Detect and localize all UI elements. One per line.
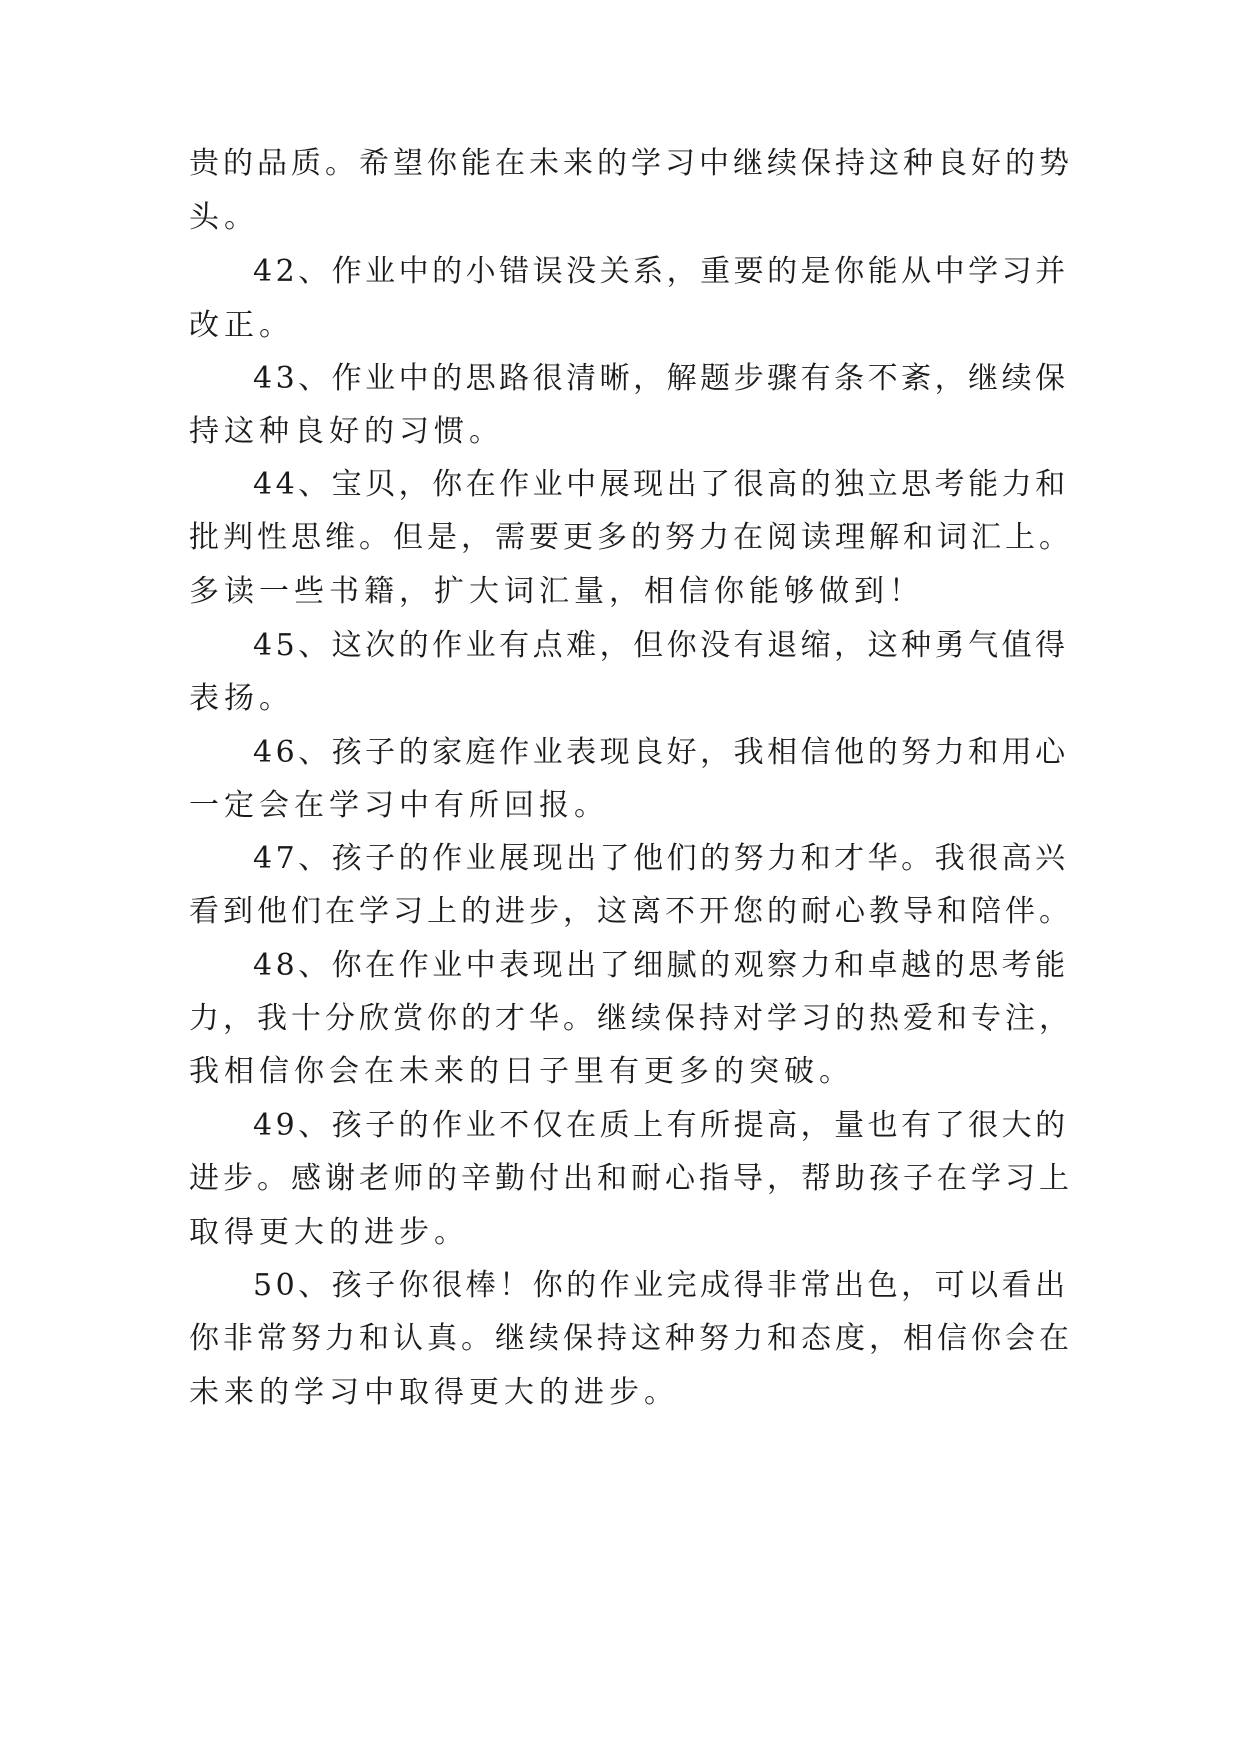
- comment-50-line-2: 你非常努力和认真。继续保持这种努力和态度，相信你会在: [189, 1321, 1073, 1356]
- comment-43-line-2: 持这种良好的习惯。: [189, 414, 504, 449]
- comment-44-line-1: 44、宝贝，你在作业中展现出了很高的独立思考能力和: [253, 467, 1069, 502]
- comment-49-line-2: 进步。感谢老师的辛勤付出和耐心指导，帮助孩子在学习上: [189, 1161, 1073, 1196]
- text-line: 贵的品质。希望你能在未来的学习中继续保持这种良好的势: [189, 146, 1073, 181]
- comment-49-line-3: 取得更大的进步。: [189, 1215, 469, 1250]
- comment-42-line-2: 改正。: [189, 308, 294, 343]
- comment-47-line-2: 看到他们在学习上的进步，这离不开您的耐心教导和陪伴。: [189, 894, 1073, 929]
- comment-48-line-1: 48、你在作业中表现出了细腻的观察力和卓越的思考能: [253, 948, 1069, 983]
- comment-47-line-1: 47、孩子的作业展现出了他们的努力和才华。我很高兴: [253, 841, 1069, 876]
- comment-43-line-1: 43、作业中的思路很清晰，解题步骤有条不紊，继续保: [253, 361, 1069, 396]
- comment-45-line-1: 45、这次的作业有点难，但你没有退缩，这种勇气值得: [253, 628, 1069, 663]
- comment-48-line-2: 力，我十分欣赏你的才华。继续保持对学习的热爱和专注，: [189, 1001, 1073, 1036]
- comment-46-line-2: 一定会在学习中有所回报。: [189, 788, 609, 823]
- comment-44-line-3: 多读一些书籍，扩大词汇量，相信你能够做到！: [189, 574, 924, 609]
- comment-42-line-1: 42、作业中的小错误没关系，重要的是你能从中学习并: [253, 254, 1069, 289]
- text-line: 头。: [189, 200, 259, 235]
- comment-45-line-2: 表扬。: [189, 681, 294, 716]
- comment-50-line-3: 未来的学习中取得更大的进步。: [189, 1375, 679, 1410]
- comment-50-line-1: 50、孩子你很棒！你的作业完成得非常出色，可以看出: [253, 1268, 1069, 1303]
- comment-48-line-3: 我相信你会在未来的日子里有更多的突破。: [189, 1054, 854, 1089]
- comment-46-line-1: 46、孩子的家庭作业表现良好，我相信他的努力和用心: [253, 735, 1069, 770]
- comment-49-line-1: 49、孩子的作业不仅在质上有所提高，量也有了很大的: [253, 1108, 1069, 1143]
- comment-44-line-2: 批判性思维。但是，需要更多的努力在阅读理解和词汇上。: [189, 520, 1073, 555]
